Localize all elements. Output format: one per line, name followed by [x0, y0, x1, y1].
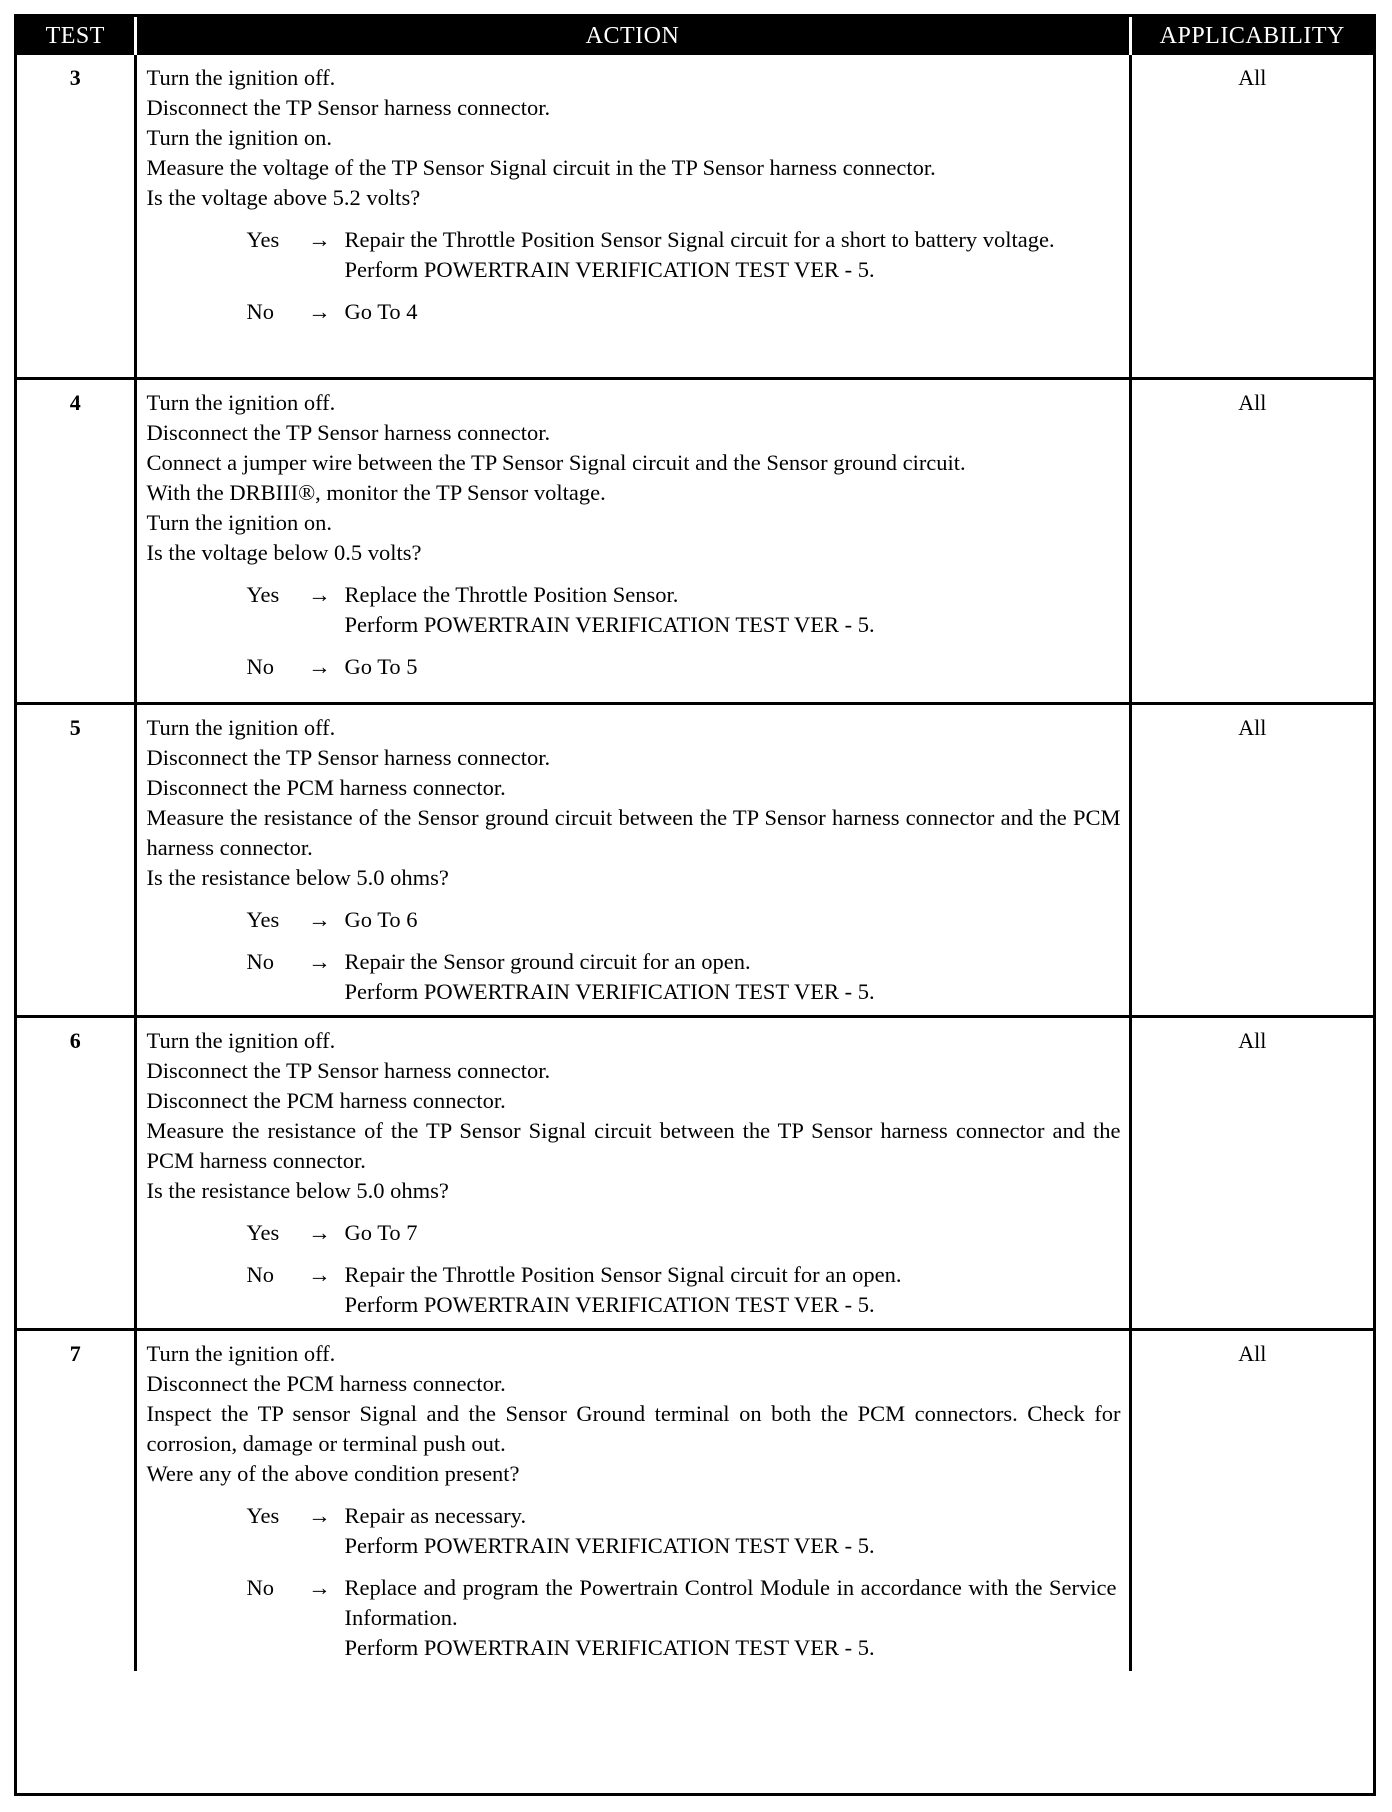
- action-cell: [135, 379, 1130, 704]
- no-result: [147, 297, 1121, 327]
- result-line: Perform POWERTRAIN VERIFICATION TEST VER - 5.: [344, 257, 875, 282]
- result-line: Replace and program the Powertrain Control Module in accordance with the Service Information.: [344, 1575, 1117, 1630]
- yes-label: Yes: [246, 907, 280, 932]
- action-step: Connect a jumper wire between the TP Sensor Signal circuit and the Sensor ground circuit.: [146, 450, 966, 475]
- right-arrow-icon: →: [308, 582, 331, 607]
- action-cell: [135, 55, 1130, 379]
- result-line: Replace the Throttle Position Sensor.: [344, 582, 679, 607]
- test-table: [17, 17, 1373, 1671]
- no-label: No: [246, 299, 274, 324]
- action-cell: [135, 1017, 1130, 1330]
- result-line: Repair the Sensor ground circuit for an open.: [344, 949, 751, 974]
- applicability-value: All: [1130, 379, 1373, 704]
- table-row: [17, 704, 1373, 1017]
- result-line: Perform POWERTRAIN VERIFICATION TEST VER - 5.: [344, 979, 875, 1004]
- test-number: 4: [17, 379, 135, 704]
- right-arrow-icon: →: [308, 1220, 331, 1245]
- no-label: No: [246, 949, 274, 974]
- action-step: Turn the ignition on.: [146, 510, 332, 535]
- test-number: 5: [17, 704, 135, 1017]
- result-line: Go To 4: [344, 299, 418, 324]
- applicability-value: All: [1238, 65, 1267, 90]
- action-question: Were any of the above condition present?: [146, 1461, 520, 1486]
- right-arrow-icon: →: [308, 227, 331, 252]
- result-line: Perform POWERTRAIN VERIFICATION TEST VER - 5.: [344, 1292, 875, 1317]
- yes-label: Yes: [246, 1503, 280, 1528]
- action-question: Is the resistance below 5.0 ohms?: [146, 1178, 449, 1203]
- result-line: Go To 5: [344, 654, 418, 679]
- right-arrow-icon: →: [308, 299, 331, 324]
- action-question: Is the voltage above 5.2 volts?: [146, 185, 421, 210]
- applicability-value: All: [1130, 1330, 1373, 1672]
- no-result: [147, 1573, 1121, 1663]
- action-step: Disconnect the PCM harness connector.: [146, 1088, 506, 1113]
- no-label: No: [246, 654, 274, 679]
- test-number: 6: [17, 1017, 135, 1330]
- action-step: With the DRBIII®, monitor the TP Sensor voltage.: [146, 480, 606, 505]
- action-step: Turn the ignition off.: [146, 1028, 336, 1053]
- result-line: Go To 7: [344, 1220, 418, 1245]
- no-label: No: [246, 1262, 274, 1287]
- yes-label: Yes: [246, 1220, 280, 1245]
- no-result: [147, 652, 1121, 682]
- header-action: ACTION: [135, 17, 1130, 55]
- no-result: [147, 1260, 1121, 1320]
- yes-result: [147, 580, 1121, 640]
- yes-result: [147, 225, 1121, 285]
- no-label: No: [246, 1575, 274, 1600]
- applicability-value: All: [1130, 704, 1373, 1017]
- right-arrow-icon: →: [308, 654, 331, 679]
- yes-label: Yes: [246, 582, 280, 607]
- action-step: Inspect the TP sensor Signal and the Sensor Ground terminal on both the PCM connectors. Check for corrosion, damage or terminal push out.: [146, 1401, 1121, 1456]
- action-step: Disconnect the PCM harness connector.: [146, 775, 506, 800]
- right-arrow-icon: →: [308, 1503, 331, 1528]
- test-number: 3: [17, 55, 135, 379]
- action-step: Measure the resistance of the TP Sensor Signal circuit between the TP Sensor harness connector and the PCM harness connector.: [146, 1118, 1121, 1173]
- yes-result: [147, 905, 1121, 935]
- action-step: Turn the ignition off.: [146, 1341, 336, 1366]
- action-step: Disconnect the TP Sensor harness connector.: [146, 95, 551, 120]
- result-line: Perform POWERTRAIN VERIFICATION TEST VER - 5.: [344, 612, 875, 637]
- test-number: 7: [17, 1330, 135, 1672]
- result-line: Perform POWERTRAIN VERIFICATION TEST VER - 5.: [344, 1533, 875, 1558]
- table-row: [17, 1330, 1373, 1672]
- diagnostic-test-table: [14, 14, 1376, 1796]
- table-row: [17, 1017, 1373, 1330]
- action-step: Turn the ignition on.: [146, 125, 332, 150]
- action-step: Disconnect the PCM harness connector.: [146, 1371, 506, 1396]
- action-cell: [135, 704, 1130, 1017]
- header-test: TEST: [17, 17, 135, 55]
- action-step: Turn the ignition off.: [146, 715, 336, 740]
- action-step: Measure the voltage of the TP Sensor Signal circuit in the TP Sensor harness connector.: [146, 155, 936, 180]
- right-arrow-icon: →: [308, 949, 331, 974]
- result-line: Repair the Throttle Position Sensor Signal circuit for an open.: [344, 1262, 902, 1287]
- action-question: Is the voltage below 0.5 volts?: [146, 540, 422, 565]
- result-line: Repair as necessary.: [344, 1503, 527, 1528]
- applicability-value: All: [1130, 1017, 1373, 1330]
- action-step: Turn the ignition off.: [146, 390, 336, 415]
- yes-result: [147, 1218, 1121, 1248]
- result-line: Repair the Throttle Position Sensor Signal circuit for a short to battery voltage.: [344, 227, 1055, 252]
- right-arrow-icon: →: [308, 1262, 331, 1287]
- header-applicability: APPLICABILITY: [1130, 17, 1373, 55]
- result-line: Perform POWERTRAIN VERIFICATION TEST VER - 5.: [344, 1635, 875, 1660]
- action-question: Is the resistance below 5.0 ohms?: [146, 865, 449, 890]
- action-step: Disconnect the TP Sensor harness connector.: [146, 745, 551, 770]
- result-line: Go To 6: [344, 907, 418, 932]
- table-row: [17, 55, 1373, 379]
- yes-label: Yes: [246, 227, 280, 252]
- yes-result: [147, 1501, 1121, 1561]
- action-step: Measure the resistance of the Sensor ground circuit between the TP Sensor harness connector and the PCM harness connector.: [146, 805, 1121, 860]
- action-step: Disconnect the TP Sensor harness connector.: [146, 420, 551, 445]
- table-row: [17, 379, 1373, 704]
- action-step: Disconnect the TP Sensor harness connector.: [146, 1058, 551, 1083]
- action-step: Turn the ignition off.: [146, 65, 336, 90]
- header-row: [17, 17, 1373, 55]
- no-result: [147, 947, 1121, 1007]
- action-cell: [135, 1330, 1130, 1672]
- right-arrow-icon: →: [308, 1575, 331, 1600]
- right-arrow-icon: →: [308, 907, 331, 932]
